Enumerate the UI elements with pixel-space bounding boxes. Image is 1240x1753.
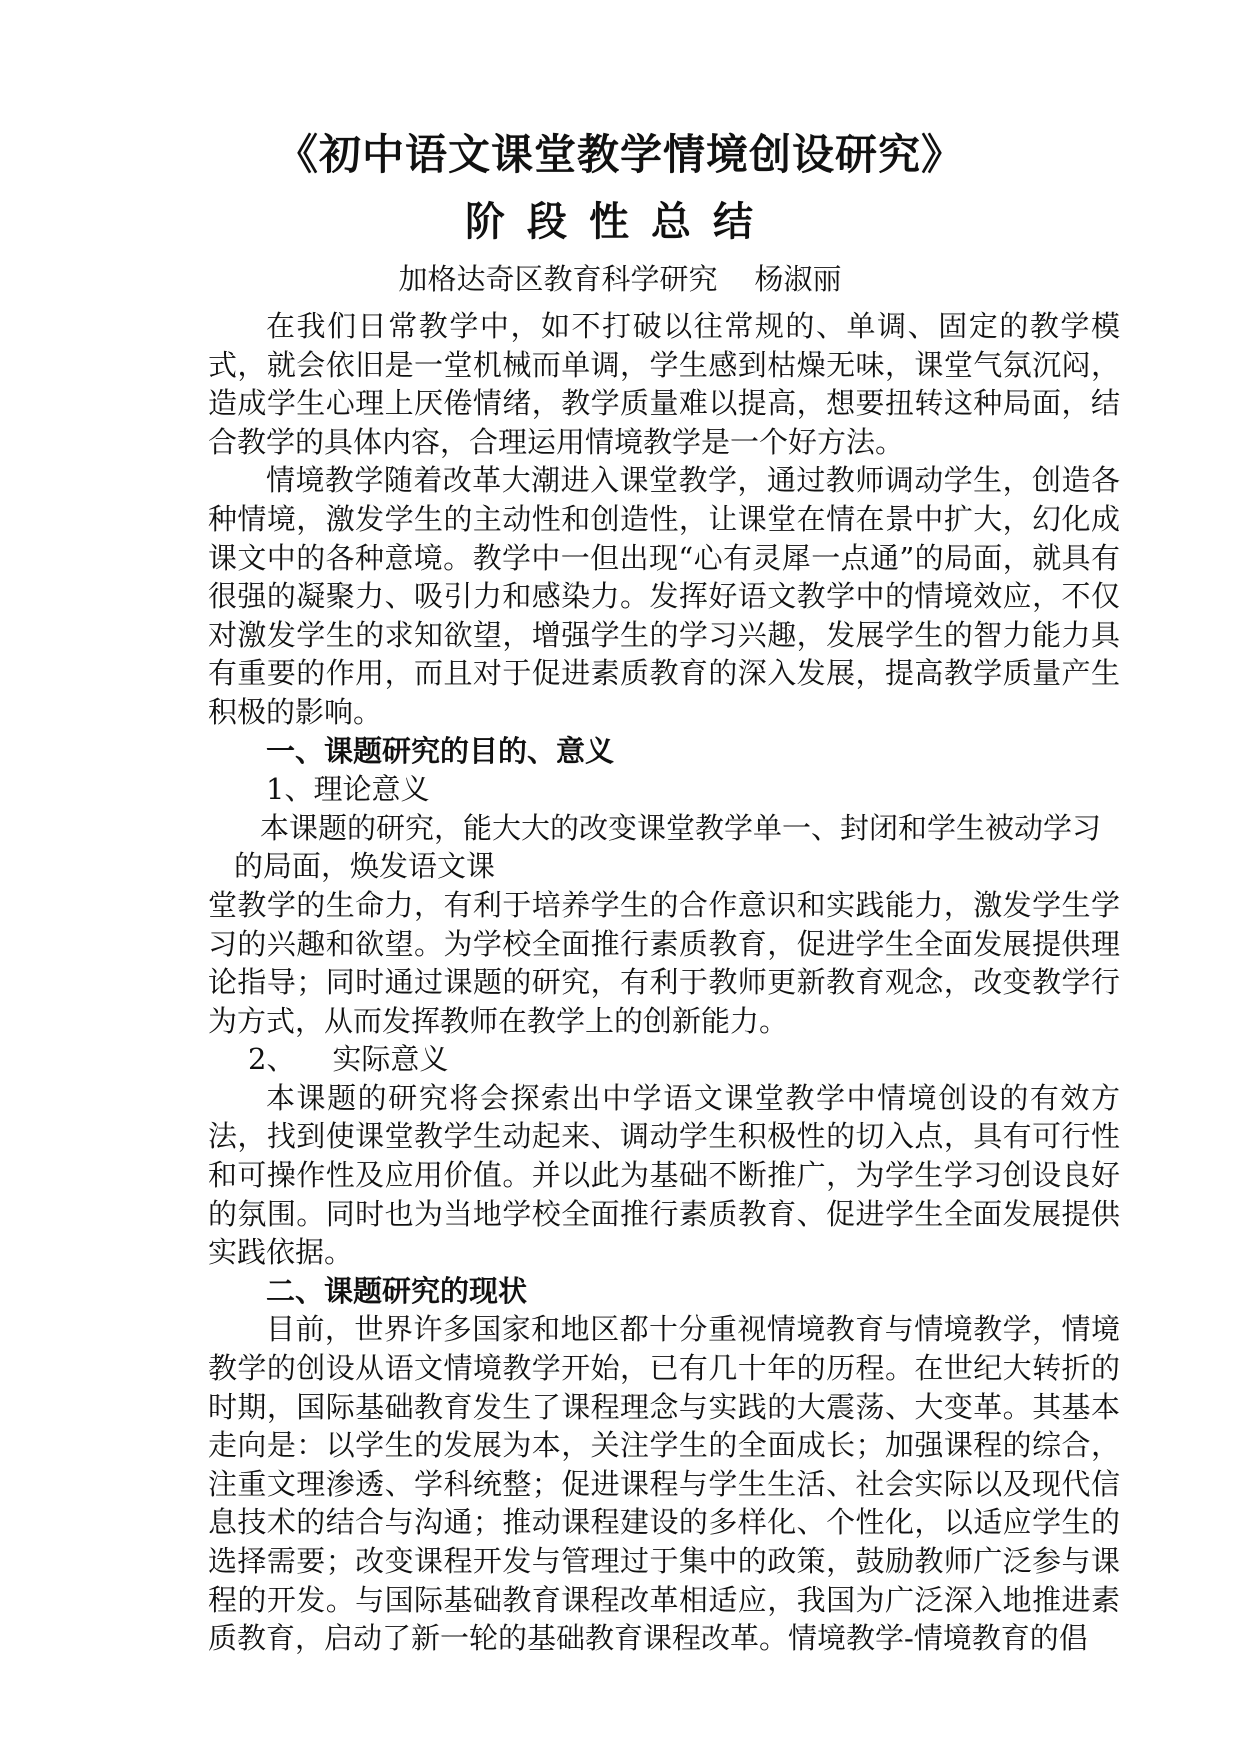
author-org: 加格达奇区教育科学研究 bbox=[398, 262, 718, 296]
document-title: 《初中语文课堂教学情境创设研究》 bbox=[275, 130, 964, 179]
section-1-sub2-heading: 2、 实际意义 bbox=[248, 1042, 449, 1077]
section-1-sub1-line2: 的局面，焕发语文课 bbox=[234, 849, 496, 884]
section-1-sub2-body: 本课题的研究将会探索出中学语文课堂教学中情境创设的有效方法，找到使课堂教学生动起来、调动学生积极性的切入点，具有可行性和可操作性及应用价值。并以此为基础不断推广，为学生学习创设良好的氛围。同时也为当地学校全面推行素质教育、促进学生全面发展提供实践依据。 bbox=[208, 1080, 1120, 1270]
author-line bbox=[0, 257, 1240, 298]
document-body bbox=[208, 307, 1120, 1658]
section-2-heading: 二、课题研究的现状 bbox=[266, 1273, 528, 1308]
section-1-sub1-line1: 本课题的研究，能大大的改变课堂教学单一、封闭和学生被动学习 bbox=[260, 810, 1102, 845]
intro-paragraph-2: 情境教学随着改革大潮进入课堂教学，通过教师调动学生，创造各种情境，激发学生的主动性和创造性，让课堂在情在景中扩大，幻化成课文中的各种意境。教学中一但出现“心有灵犀一点通”的局面，就具有很强的凝聚力、吸引力和感染力。发挥好语文教学中的情境效应，不仅对激发学生的求知欲望，增强学生的学习兴趣，发展学生的智力能力具有重要的作用，而且对于促进素质教育的深入发展，提高教学质量产生积极的影响。 bbox=[208, 463, 1120, 729]
section-1-sub1-body: 堂教学的生命力，有利于培养学生的合作意识和实践能力，激发学生学习的兴趣和欲望。为学校全面推行素质教育，促进学生全面发展提供理论指导；同时通过课题的研究，有利于教师更新教育观念，改变教学行为方式，从而发挥教师在教学上的创新能力。 bbox=[208, 887, 1120, 1038]
document-subtitle: 阶段性总结 bbox=[465, 198, 775, 245]
author-name: 杨淑丽 bbox=[754, 262, 842, 296]
intro-paragraph-1: 在我们日常教学中，如不打破以往常规的、单调、固定的教学模式，就会依旧是一堂机械而单调，学生感到枯燥无味，课堂气氛沉闷，造成学生心理上厌倦情绪，教学质量难以提高，想要扭转这种局面，结合教学的具体内容，合理运用情境教学是一个好方法。 bbox=[208, 309, 1120, 459]
section-2-body: 目前，世界许多国家和地区都十分重视情境教育与情境教学，情境教学的创设从语文情境教学开始，已有几十年的历程。在世纪大转折的时期，国际基础教育发生了课程理念与实践的大震荡、大变革。其基本走向是：以学生的发展为本，关注学生的全面成长；加强课程的综合，注重文理渗透、学科统整；促进课程与学生生活、社会实际以及现代信息技术的结合与沟通；推动课程建设的多样化、个性化，以适应学生的选择需要；改变课程开发与管理过于集中的政策，鼓励教师广泛参与课程的开发。与国际基础教育课程改革相适应，我国为广泛深入地推进素质教育，启动了新一轮的基础教育课程改革。情境教学-情境教育的倡 bbox=[208, 1312, 1120, 1656]
section-1-sub1-heading: 1、理论意义 bbox=[266, 772, 430, 807]
section-1-heading: 一、课题研究的目的、意义 bbox=[266, 733, 615, 768]
